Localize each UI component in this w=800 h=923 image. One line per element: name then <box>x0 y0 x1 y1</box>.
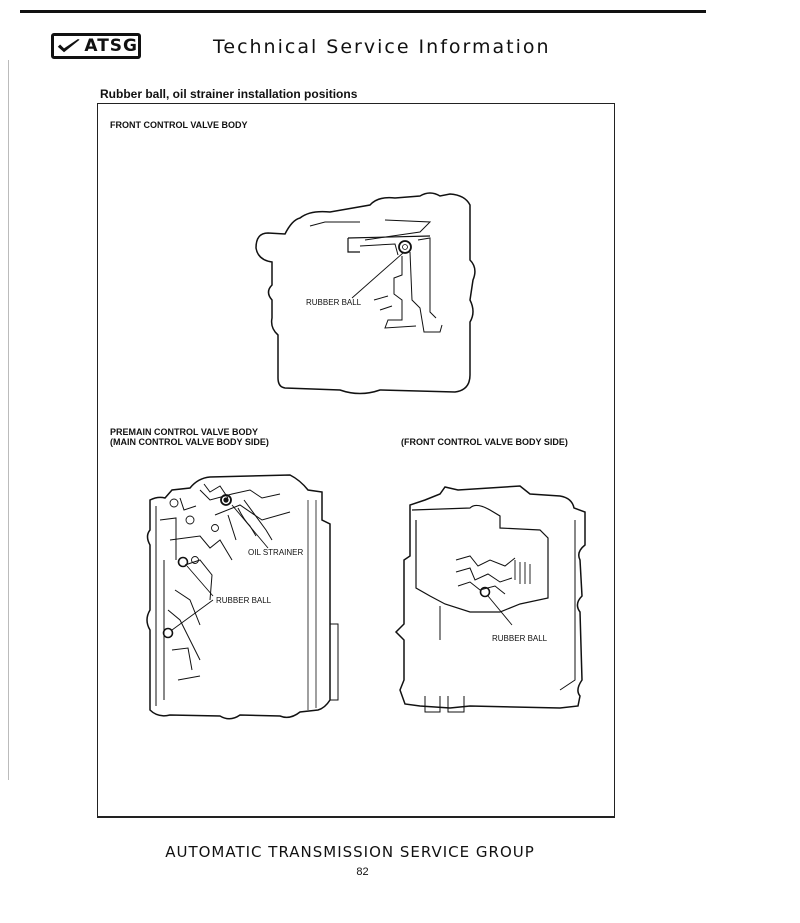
front-control-valve-body-title: FRONT CONTROL VALVE BODY <box>110 120 248 130</box>
front-side-valve-body-drawing <box>396 486 585 712</box>
front-valve-body-drawing <box>256 193 475 394</box>
premain-title-line1: PREMAIN CONTROL VALVE BODY <box>110 427 259 437</box>
front-side-rubber-ball-callout: RUBBER BALL <box>492 634 548 643</box>
front-side-title: (FRONT CONTROL VALVE BODY SIDE) <box>401 437 568 447</box>
page-heading: Rubber ball, oil strainer installation positions <box>100 87 358 101</box>
header-title: Technical Service Information <box>213 36 551 58</box>
page-number: 82 <box>356 866 369 878</box>
front-rubber-ball-callout: RUBBER BALL <box>306 298 362 307</box>
oil-strainer-callout: OIL STRAINER <box>248 548 304 557</box>
premain-title-line2: (MAIN CONTROL VALVE BODY SIDE) <box>110 437 269 447</box>
footer-organization: AUTOMATIC TRANSMISSION SERVICE GROUP <box>165 843 535 861</box>
logo-text: ATSG <box>84 36 138 56</box>
premain-rubber-ball-callout: RUBBER BALL <box>216 596 272 605</box>
